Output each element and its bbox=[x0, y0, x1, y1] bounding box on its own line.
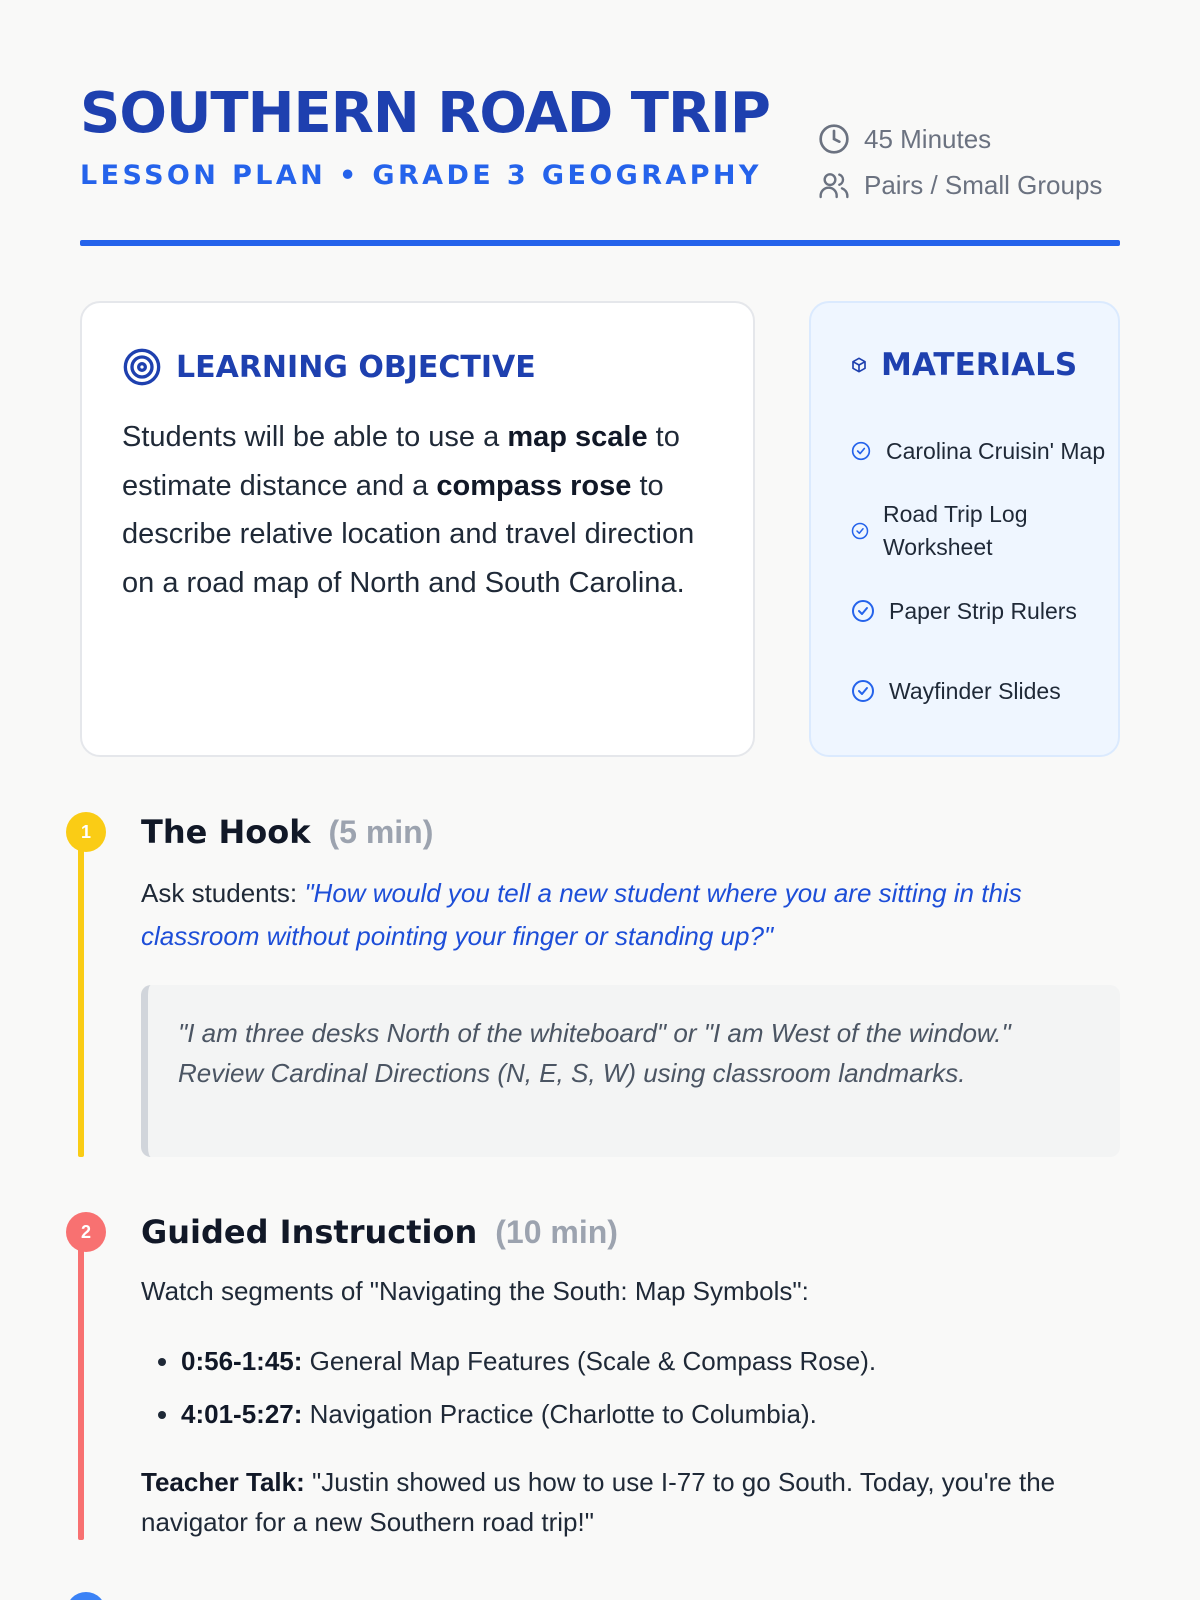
step-2-badge: 2 bbox=[66, 1212, 106, 1252]
objective-heading-text: LEARNING OBJECTIVE bbox=[176, 349, 536, 385]
materials-card bbox=[809, 301, 1120, 757]
material-label: Wayfinder Slides bbox=[889, 677, 1061, 704]
material-item bbox=[851, 411, 1111, 491]
check-circle-icon bbox=[851, 599, 875, 623]
step-2-name: Guided Instruction bbox=[141, 1213, 478, 1251]
segment-time: 0:56-1:45: bbox=[181, 1346, 303, 1376]
grouping-meta bbox=[818, 162, 1102, 208]
teacher-talk-label: Teacher Talk: bbox=[141, 1467, 305, 1497]
hook-prompt-quote: "How would you tell a new student where you are sitting in this classroom without pointing your finger or standing up?" bbox=[141, 878, 1022, 951]
check-circle-icon bbox=[851, 679, 875, 703]
step-1-badge: 1 bbox=[66, 812, 106, 852]
hook-prompt bbox=[141, 872, 1116, 958]
material-item bbox=[851, 571, 1111, 651]
users-icon bbox=[818, 169, 850, 201]
lesson-plan-page bbox=[80, 0, 1120, 1600]
guided-intro: Watch segments of "Navigating the South: Map Symbols": bbox=[141, 1276, 809, 1306]
teacher-talk-text: "Justin showed us how to use I-77 to go South. Today, you're the navigator for a new Southern road trip!" bbox=[141, 1467, 1056, 1537]
target-icon bbox=[122, 347, 162, 387]
material-label: Paper Strip Rulers bbox=[889, 597, 1077, 624]
video-segment bbox=[181, 1388, 1116, 1441]
learning-objective-card bbox=[80, 301, 755, 757]
duration-meta bbox=[818, 116, 1102, 162]
segment-desc: General Map Features (Scale & Compass Rose). bbox=[302, 1346, 877, 1376]
teacher-talk bbox=[141, 1462, 1116, 1542]
objective-text-part: to describe relative location and travel direction on a road map of North and South Carolina. bbox=[122, 469, 695, 599]
grouping-text: Pairs / Small Groups bbox=[864, 169, 1103, 200]
lesson-meta bbox=[818, 116, 1102, 208]
hook-prompt-label: Ask students: bbox=[141, 878, 305, 908]
material-item bbox=[851, 491, 1111, 571]
compass-rose-term: compass rose bbox=[436, 469, 632, 502]
video-segments-list bbox=[141, 1335, 1116, 1441]
step-2-timeline bbox=[78, 1232, 84, 1540]
objective-text-part: to estimate distance and a bbox=[122, 421, 680, 502]
material-label: Carolina Cruisin' Map bbox=[886, 437, 1106, 464]
page-subtitle: LESSON PLAN • GRADE 3 GEOGRAPHY bbox=[80, 160, 762, 191]
objective-heading bbox=[122, 347, 536, 387]
check-circle-icon bbox=[851, 522, 869, 540]
objective-text-part: Students will be able to use a bbox=[122, 421, 508, 453]
step-1-timeline bbox=[78, 832, 84, 1157]
segment-time: 4:01-5:27: bbox=[181, 1399, 303, 1429]
duration-text: 45 Minutes bbox=[864, 123, 992, 154]
step-1-duration: (5 min) bbox=[328, 814, 434, 850]
segment-desc: Navigation Practice (Charlotte to Columbia). bbox=[302, 1399, 817, 1429]
box-icon bbox=[851, 357, 867, 373]
check-circle-icon bbox=[851, 441, 871, 461]
page-title: SOUTHERN ROAD TRIP bbox=[80, 81, 770, 146]
step-3-badge bbox=[66, 1592, 106, 1600]
hook-example-callout: "I am three desks North of the whiteboard" or "I am West of the window." Review Cardinal Directions (N, E, S, W) using classroom landmarks. bbox=[141, 985, 1120, 1157]
video-segment bbox=[181, 1335, 1116, 1388]
step-1-title bbox=[141, 813, 433, 851]
material-label: Road Trip Log Worksheet bbox=[883, 501, 1028, 560]
step-2-title bbox=[141, 1213, 618, 1251]
material-item bbox=[851, 651, 1111, 731]
clock-icon bbox=[818, 123, 850, 155]
objective-text bbox=[122, 413, 722, 607]
step-2-duration: (10 min) bbox=[495, 1214, 618, 1250]
header-divider bbox=[80, 240, 1120, 246]
materials-heading-text: MATERIALS bbox=[881, 347, 1078, 383]
materials-heading bbox=[851, 347, 1077, 383]
materials-list bbox=[851, 411, 1111, 731]
step-1-name: The Hook bbox=[141, 813, 311, 851]
map-scale-term: map scale bbox=[507, 421, 648, 453]
